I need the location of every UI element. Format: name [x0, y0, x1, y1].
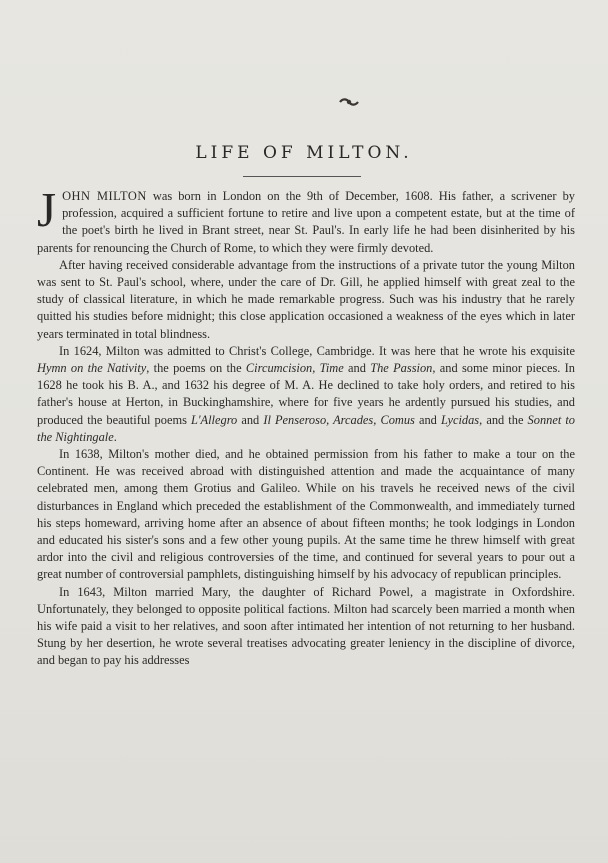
printer-ornament: [338, 96, 360, 108]
lead-words: OHN MILTON: [62, 189, 147, 203]
paragraph-3: [37, 343, 575, 446]
paragraph-4: In 1638, Milton's mother died, and he obtained permission from his father to make a tour on the Continent. He was received abroad with distinguished attention and made the acquaintance of many celebrated men, among them Grotius and Galileo. While on his travels he received news of the civil disturbances in England which preceded the establishment of the Commonwealth, and immediately turned his steps homeward, arriving home after an absence of about fifteen months; he took lodgings in London and educated his sister's sons and a few other young pupils. At the same time he threw himself with great ardor into the civil and religious controversies of the time, and continued for several years to pour out a great number of controversial pamphlets, distinguishing himself by his advocacy of republican principles.: [37, 447, 575, 582]
poem-title: L'Allegro: [191, 412, 238, 427]
poem-title: The Passion: [370, 361, 433, 376]
drop-cap: J: [37, 182, 57, 237]
text-run: , and the: [479, 412, 528, 427]
text-run: , the poems on the: [146, 361, 246, 376]
text-run: In 1624, Milton was admitted to Christ's College, Cambridge. It was here that he wrote his exquisite: [59, 343, 575, 358]
title-divider: [243, 176, 361, 177]
poem-title: Lycidas: [440, 412, 480, 427]
poem-title: Il Penseroso, Arcades, Comus: [263, 412, 415, 427]
paragraph-1: [37, 182, 575, 257]
paragraph-2: After having received considerable advantage from the instructions of a private tutor the young Milton was sent to St. Paul's school, where, under the care of Dr. Gill, he applied himself with great zeal to the study of classical literature, in which he made remarkable progress. Such was his industry that he rarely quitted his studies before midnight; this close application occasioned a weakness of the eyes which in later years terminated in total blindness.: [37, 257, 575, 341]
text-run: , and some minor pieces. In 1628 he took his B. A., and 1632 his degree of M. A. He declined to take holy orders, and retired to his father's house at Herton, in Buckinghamshire, where for five years he ardently pursued his studies, and produced the beautiful poems: [37, 361, 575, 427]
poem-title: Sonnet to the Nightingale: [37, 412, 575, 444]
poem-title: Circumcision, Time: [245, 361, 344, 376]
text-run: and: [237, 412, 264, 427]
text-run: .: [113, 429, 117, 444]
text-run: and: [414, 412, 441, 427]
paragraph-1-text: was born in London on the 9th of December, 1608. His father, a scrivener by profession, acquired a sufficient fortune to retire and live upon a competent estate, but at the time of the poet's birth he lived in Brant street, near St. Paul's. In early life he had been disinherited by his parents for renouncing the Church of Rome, to which they were firmly devoted.: [37, 189, 575, 255]
page-title: LIFE OF MILTON.: [195, 143, 413, 163]
paragraph-5: In 1643, Milton married Mary, the daughter of Richard Powel, a magistrate in Oxfordshire. Unfortunately, they belonged to opposite political factions. Milton had scarcely been married a month when his wife paid a visit to her relatives, and soon after intimated her intention of not returning to her husband. Stung by her desertion, he wrote several treatises advocating greater leniency in the discipline of divorce, and began to pay his addresses: [37, 584, 575, 668]
poem-title: Hymn on the Nativity: [37, 361, 147, 376]
body-text: [37, 182, 575, 670]
text-run: and: [343, 361, 371, 376]
